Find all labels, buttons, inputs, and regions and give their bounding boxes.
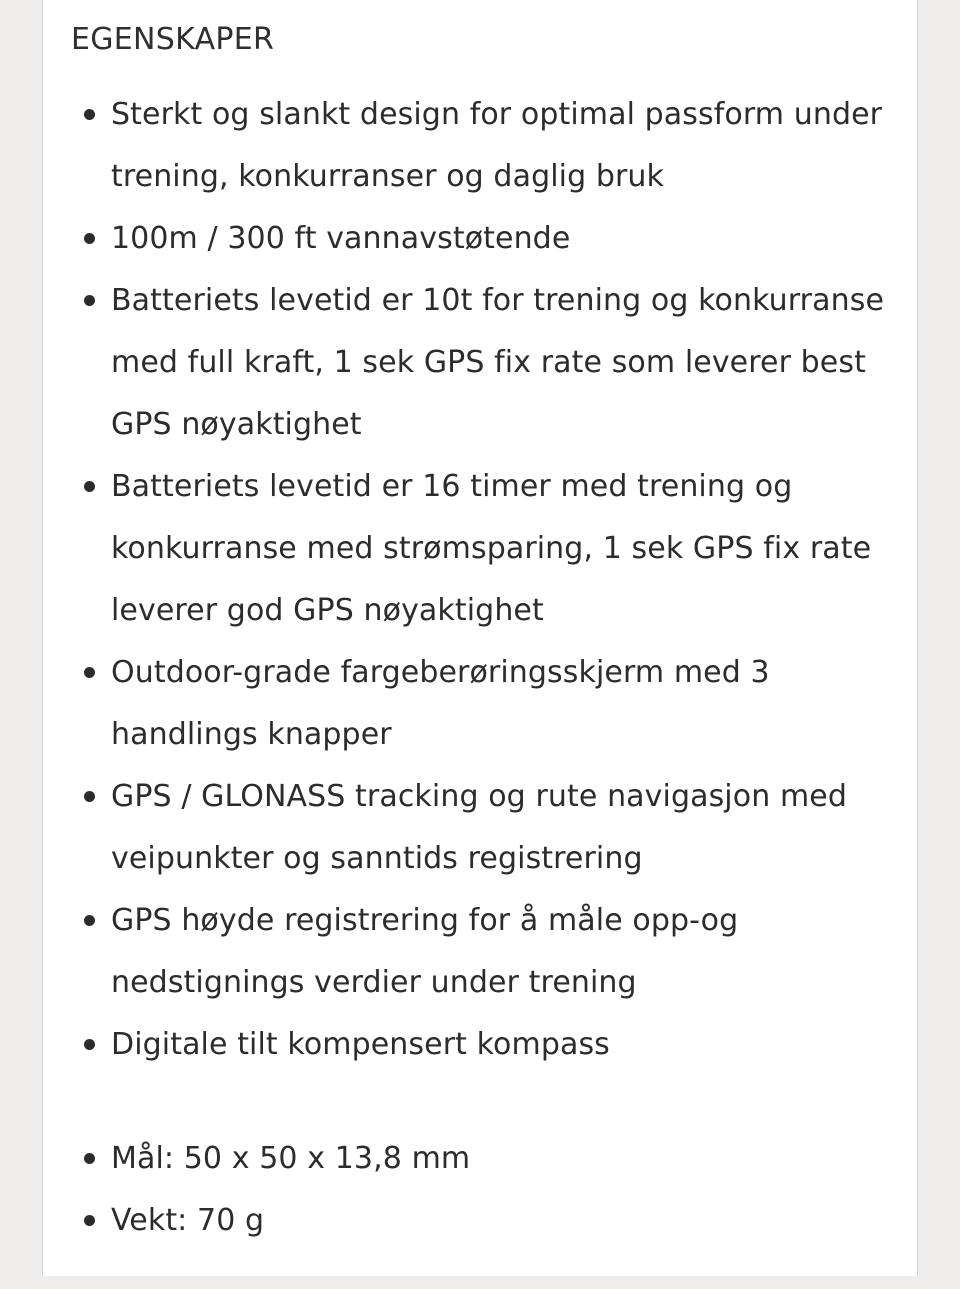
list-item-text: Outdoor-grade fargeberøringsskjerm med 3 handlings knapper: [111, 655, 770, 752]
list-item-text: Vekt: 70 g: [111, 1203, 265, 1238]
bullet-icon: [84, 1215, 95, 1226]
bullet-icon: [84, 481, 95, 492]
content-card: [42, 0, 918, 1276]
bullet-icon: [84, 1039, 95, 1050]
bullet-icon: [84, 233, 95, 244]
list-item-text: Mål: 50 x 50 x 13,8 mm: [111, 1141, 471, 1176]
list-item: [71, 890, 889, 1014]
bullet-icon: [84, 109, 95, 120]
list-separator: [71, 1076, 889, 1128]
list-item: [71, 456, 889, 642]
content-card-inner: [43, 0, 917, 1252]
list-item-text: Batteriets levetid er 10t for trening og konkurranse med full kraft, 1 sek GPS fix rate som leverer best GPS nøyaktighet: [111, 283, 884, 442]
list-item-text: GPS høyde registrering for å måle opp-og nedstignings verdier under trening: [111, 903, 739, 1000]
list-item: [71, 642, 889, 766]
section-title: EGENSKAPER: [71, 22, 275, 57]
list-item: [71, 84, 889, 208]
bottom-bar: [0, 1276, 960, 1289]
bullet-icon: [84, 915, 95, 926]
bullet-icon: [84, 1153, 95, 1164]
list-item: [71, 1190, 889, 1252]
feature-list: [71, 84, 889, 1076]
list-item: [71, 1128, 889, 1190]
bullet-icon: [84, 667, 95, 678]
list-item: [71, 270, 889, 456]
list-item-text: Sterkt og slankt design for optimal passform under trening, konkurranser og daglig bruk: [111, 97, 883, 194]
list-item-text: 100m / 300 ft vannavstøtende: [111, 221, 571, 256]
spec-list: [71, 1128, 889, 1252]
bullet-icon: [84, 295, 95, 306]
list-item-text: Batteriets levetid er 16 timer med trening og konkurranse med strømsparing, 1 sek GPS fix rate leverer god GPS nøyaktighet: [111, 469, 872, 628]
list-item: [71, 208, 889, 270]
list-item-text: Digitale tilt kompensert kompass: [111, 1027, 610, 1062]
list-item-text: GPS / GLONASS tracking og rute navigasjon med veipunkter og sanntids registrering: [111, 779, 847, 876]
bullet-icon: [84, 791, 95, 802]
list-item: [71, 1014, 889, 1076]
list-item: [71, 766, 889, 890]
